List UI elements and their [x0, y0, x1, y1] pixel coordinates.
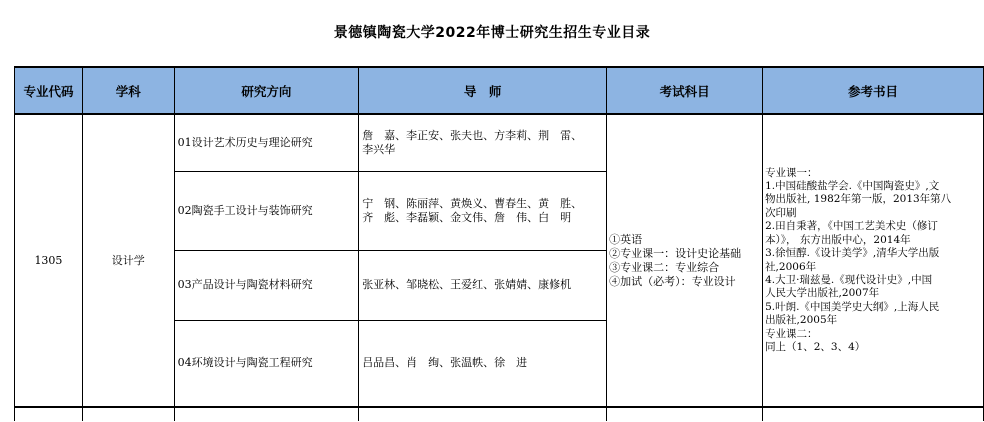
- tutor-cell: [359, 250, 607, 320]
- book-line: 专业课二：: [765, 327, 818, 340]
- book-line: 专业课一：: [765, 166, 818, 179]
- book-line: 同上（1、2、3、4）: [765, 340, 866, 353]
- table-row: [15, 114, 984, 171]
- exam-item: ①英语: [609, 232, 643, 246]
- book-line: 本）》， 东方出版中心，2014年: [765, 233, 911, 246]
- header-code: 专业代码: [15, 67, 83, 114]
- page-title: 景德镇陶瓷大学2022年博士研究生招生专业目录: [333, 25, 651, 41]
- exam-item: ③专业课二：专业综合: [609, 260, 720, 274]
- header-row: [15, 67, 984, 114]
- book-line: 5.叶朗.《中国美学史大纲》,上海人民: [765, 300, 940, 313]
- exam-item: ②专业课一：设计史论基础: [609, 246, 742, 260]
- header-exam: 考试科目: [607, 67, 763, 114]
- book-line: 4.大卫·瑞兹曼.《现代设计史》,中国: [765, 273, 933, 286]
- direction-cell: 04环境设计与陶瓷工程研究: [174, 320, 359, 407]
- program-catalog-table: [14, 66, 984, 421]
- tutor-line: 李兴华: [362, 142, 396, 156]
- direction-cell: 02陶瓷手工设计与装饰研究: [174, 171, 359, 250]
- tutor-line: 宁 钢、陈丽萍、黄焕义、曹春生、黄 胜、: [362, 196, 583, 210]
- book-line: 1.中国硅酸盐学会.《中国陶瓷史》,文: [765, 180, 940, 193]
- tutor-line: 詹 嘉、李正安、张夫也、方李莉、荆 雷、: [362, 128, 583, 142]
- header-subject: 学科: [82, 67, 174, 114]
- book-line: 出版社,2005年: [765, 314, 838, 327]
- book-line: 2.田自秉著，《中国工艺美术史（修订: [765, 220, 938, 233]
- book-line: 次印刷: [765, 206, 797, 219]
- tutor-cell: [359, 171, 607, 250]
- tutor-line: 吕品昌、肖 绚、张温帙、徐 进: [362, 356, 528, 370]
- next-row-partial: [15, 407, 984, 421]
- tutor-line: 张亚林、邹晓松、王爱红、张婧婧、康修机: [362, 278, 572, 291]
- book-line: 社,2006年: [765, 260, 817, 273]
- tutor-cell: [359, 320, 607, 407]
- book-line: 物出版社, 1982年第一版，2013年第八: [765, 193, 952, 206]
- direction-cell: 03产品设计与陶瓷材料研究: [174, 250, 359, 320]
- program-code: 1305: [15, 114, 83, 407]
- header-books: 参考书目: [763, 67, 984, 114]
- program-subject: 设计学: [82, 114, 174, 407]
- tutor-cell: [359, 114, 607, 171]
- direction-cell: 01设计艺术历史与理论研究: [174, 114, 359, 171]
- tutor-line: 齐 彪、李磊颖、金文伟、詹 伟、白 明: [362, 210, 572, 224]
- exam-item: ④加试（必考）：专业设计: [609, 274, 736, 288]
- book-line: 人民大学出版社,2007年: [765, 287, 880, 300]
- exam-subjects-cell: [607, 114, 763, 407]
- reference-books-cell: [763, 114, 984, 407]
- book-line: 3.徐恒醇.《设计美学》,清华大学出版: [765, 247, 940, 260]
- header-tutor: 导 师: [359, 67, 607, 114]
- header-direction: 研究方向: [174, 67, 359, 114]
